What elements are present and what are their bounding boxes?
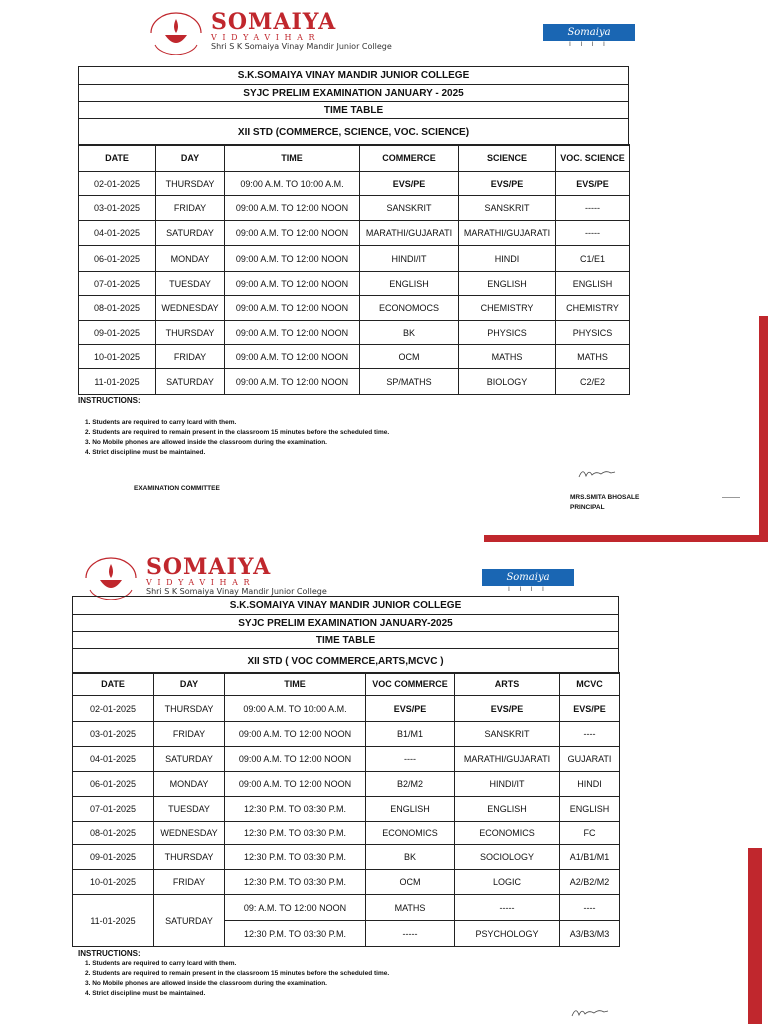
somaiya-emblem-icon xyxy=(145,11,207,55)
instructions-list xyxy=(85,959,389,999)
table-cell: 09:00 A.M. TO 12:00 NOON xyxy=(225,221,360,246)
table-cell: 09:00 A.M. TO 12:00 NOON xyxy=(225,196,360,221)
table-cell: MATHS xyxy=(459,345,556,369)
table-row xyxy=(73,696,620,722)
table-cell: A1/B1/M1 xyxy=(560,845,620,870)
table-cell: A3/B3/M3 xyxy=(560,921,620,947)
instruction-item: 3. No Mobile phones are allowed inside the classroom during the examination. xyxy=(85,980,327,987)
table-cell: B2/M2 xyxy=(366,772,455,797)
instructions-list xyxy=(85,418,389,458)
table-cell: CHEMISTRY xyxy=(459,296,556,321)
table-row xyxy=(73,845,620,870)
table-cell: FC xyxy=(560,822,620,845)
instruction-item: 4. Strict discipline must be maintained. xyxy=(85,990,206,997)
table-cell: ECONOMICS xyxy=(455,822,560,845)
table-cell: TUESDAY xyxy=(156,272,225,296)
table-cell: C1/E1 xyxy=(556,246,630,272)
table-cell: 12:30 P.M. TO 03:30 P.M. xyxy=(225,822,366,845)
table-cell: 10-01-2025 xyxy=(79,345,156,369)
table-row xyxy=(79,272,630,296)
table-cell: 12:30 P.M. TO 03:30 P.M. xyxy=(225,797,366,822)
table-row xyxy=(73,722,620,747)
table-cell: WEDNESDAY xyxy=(154,822,225,845)
table-cell: 09:00 A.M. TO 12:00 NOON xyxy=(225,296,360,321)
table-cell: MATHS xyxy=(556,345,630,369)
table-cell: SATURDAY xyxy=(154,747,225,772)
table-cell: 04-01-2025 xyxy=(73,747,154,772)
table-cell: 09:00 A.M. TO 12:00 NOON xyxy=(225,747,366,772)
table-row xyxy=(73,772,620,797)
col-header-mcvc: MCVC xyxy=(560,673,620,696)
table-cell: SANSKRIT xyxy=(459,196,556,221)
table-cell: EVS/PE xyxy=(455,696,560,722)
col-header-science: SCIENCE xyxy=(459,145,556,172)
college-line: Shri S K Somaiya Vinay Mandir Junior College xyxy=(211,42,392,51)
table-cell: 11-01-2025 xyxy=(79,369,156,395)
somaiya-emblem-icon xyxy=(80,556,142,600)
table-cell: SP/MATHS xyxy=(360,369,459,395)
table-row xyxy=(73,895,620,921)
table-cell: 08-01-2025 xyxy=(73,822,154,845)
table-cell: OCM xyxy=(360,345,459,369)
instruction-item: 2. Students are required to remain present in the classroom 15 minutes before the scheduled time. xyxy=(85,429,390,436)
instruction-item: 2. Students are required to remain present in the classroom 15 minutes before the scheduled time. xyxy=(85,970,390,977)
table-cell: 04-01-2025 xyxy=(79,221,156,246)
table-cell: 10-01-2025 xyxy=(73,870,154,895)
red-side-bar xyxy=(748,848,762,1024)
table-cell: THURSDAY xyxy=(154,696,225,722)
col-header-time: TIME xyxy=(225,673,366,696)
college-title: S.K.SOMAIYA VINAY MANDIR JUNIOR COLLEGE xyxy=(79,67,628,85)
table-cell: SATURDAY xyxy=(156,221,225,246)
table-cell: 08-01-2025 xyxy=(79,296,156,321)
col-header-day: DAY xyxy=(156,145,225,172)
somaiya-logo xyxy=(145,11,392,55)
timetable-heading: TIME TABLE xyxy=(79,102,628,119)
table-cell: ----- xyxy=(556,221,630,246)
table-cell: ENGLISH xyxy=(360,272,459,296)
somaiya-logo xyxy=(80,556,327,600)
table-cell: ENGLISH xyxy=(560,797,620,822)
principal-signature-icon xyxy=(577,465,617,481)
table-cell: 09-01-2025 xyxy=(73,845,154,870)
table-row xyxy=(79,246,630,272)
table-cell: BK xyxy=(366,845,455,870)
timetable-heading: TIME TABLE xyxy=(73,632,618,649)
table-cell: SANSKRIT xyxy=(455,722,560,747)
red-bottom-line xyxy=(484,535,768,542)
timetable-table-1 xyxy=(78,144,630,395)
table-cell: THURSDAY xyxy=(154,845,225,870)
table-cell: SANSKRIT xyxy=(360,196,459,221)
title-box xyxy=(78,66,629,146)
table-cell: 09-01-2025 xyxy=(79,321,156,345)
red-side-bar xyxy=(759,316,768,542)
brand-name: SOMAIYA xyxy=(211,9,337,35)
table-cell: HINDI/IT xyxy=(360,246,459,272)
table-cell-day: SATURDAY xyxy=(154,895,225,947)
table-row xyxy=(79,321,630,345)
table-row xyxy=(79,369,630,395)
table-cell: EVS/PE xyxy=(459,172,556,196)
table-row xyxy=(73,822,620,845)
table-cell: 09:00 A.M. TO 12:00 NOON xyxy=(225,272,360,296)
table-cell: CHEMISTRY xyxy=(556,296,630,321)
table-cell: HINDI xyxy=(459,246,556,272)
instruction-item: 3. No Mobile phones are allowed inside the classroom during the examination. xyxy=(85,439,327,446)
badge-marks: I I I I xyxy=(482,586,574,595)
table-cell: FRIDAY xyxy=(154,870,225,895)
table-cell: EVS/PE xyxy=(556,172,630,196)
instruction-item: 1. Students are required to carry Icard with them. xyxy=(85,419,237,426)
table-cell: 09: A.M. TO 12:00 NOON xyxy=(225,895,366,921)
instructions-heading: INSTRUCTIONS: xyxy=(78,949,141,958)
principal-title: PRINCIPAL xyxy=(570,504,605,511)
table-cell: 07-01-2025 xyxy=(73,797,154,822)
table-cell: 02-01-2025 xyxy=(73,696,154,722)
table-cell: EVS/PE xyxy=(360,172,459,196)
table-cell: PSYCHOLOGY xyxy=(455,921,560,947)
exam-title: SYJC PRELIM EXAMINATION JANUARY-2025 xyxy=(73,615,618,632)
table-cell: ECONOMICS xyxy=(366,822,455,845)
table-cell: 12:30 P.M. TO 03:30 P.M. xyxy=(225,870,366,895)
table-cell: THURSDAY xyxy=(156,321,225,345)
table-cell: ENGLISH xyxy=(459,272,556,296)
table-cell: ----- xyxy=(556,196,630,221)
table-cell: ----- xyxy=(366,921,455,947)
table-cell: PHYSICS xyxy=(556,321,630,345)
table-cell: 09:00 A.M. TO 10:00 A.M. xyxy=(225,172,360,196)
table-cell: FRIDAY xyxy=(156,196,225,221)
timetable-page-2 xyxy=(0,548,768,1024)
std-heading: XII STD ( VOC COMMERCE,ARTS,MCVC ) xyxy=(247,655,444,667)
table-cell: ENGLISH xyxy=(556,272,630,296)
brand-name: SOMAIYA xyxy=(146,554,272,580)
table-cell: 09:00 A.M. TO 12:00 NOON xyxy=(225,772,366,797)
timetable-table-2 xyxy=(72,672,620,947)
table-cell: BK xyxy=(360,321,459,345)
table-cell: 02-01-2025 xyxy=(79,172,156,196)
table-cell: SOCIOLOGY xyxy=(455,845,560,870)
table-row xyxy=(79,196,630,221)
std-heading: XII STD (COMMERCE, SCIENCE, VOC. SCIENCE) xyxy=(237,126,470,138)
instruction-item: 1. Students are required to carry Icard with them. xyxy=(85,960,237,967)
table-cell: HINDI xyxy=(560,772,620,797)
badge-marks: I I I I xyxy=(543,41,635,50)
table-cell: 03-01-2025 xyxy=(73,722,154,747)
table-cell: MARATHI/GUJARATI xyxy=(459,221,556,246)
principal-signature-icon xyxy=(570,1004,610,1020)
table-cell: MARATHI/GUJARATI xyxy=(360,221,459,246)
table-cell: TUESDAY xyxy=(154,797,225,822)
table-cell: 09:00 A.M. TO 12:00 NOON xyxy=(225,722,366,747)
table-row xyxy=(73,797,620,822)
col-header-voc-science: VOC. SCIENCE xyxy=(556,145,630,172)
col-header-voc-commerce: VOC COMMERCE xyxy=(366,673,455,696)
table-row xyxy=(79,296,630,321)
table-cell: BIOLOGY xyxy=(459,369,556,395)
table-cell: LOGIC xyxy=(455,870,560,895)
table-cell: 12:30 P.M. TO 03:30 P.M. xyxy=(225,921,366,947)
table-cell: 09:00 A.M. TO 10:00 A.M. xyxy=(225,696,366,722)
table-cell: MONDAY xyxy=(156,246,225,272)
table-row xyxy=(79,221,630,246)
table-cell: MONDAY xyxy=(154,772,225,797)
table-cell: 09:00 A.M. TO 12:00 NOON xyxy=(225,369,360,395)
table-cell: ----- xyxy=(455,895,560,921)
table-cell: FRIDAY xyxy=(156,345,225,369)
table-cell: 07-01-2025 xyxy=(79,272,156,296)
table-cell: OCM xyxy=(366,870,455,895)
table-cell: ---- xyxy=(560,895,620,921)
col-header-date: DATE xyxy=(79,145,156,172)
table-cell: 09:00 A.M. TO 12:00 NOON xyxy=(225,345,360,369)
divider-dash xyxy=(722,497,740,498)
exam-title: SYJC PRELIM EXAMINATION JANUARY - 2025 xyxy=(79,85,628,102)
table-cell: A2/B2/M2 xyxy=(560,870,620,895)
table-cell: 06-01-2025 xyxy=(73,772,154,797)
col-header-time: TIME xyxy=(225,145,360,172)
table-header-row xyxy=(79,145,630,172)
table-cell: EVS/PE xyxy=(560,696,620,722)
table-cell: 09:00 A.M. TO 12:00 NOON xyxy=(225,246,360,272)
table-row xyxy=(79,172,630,196)
col-header-commerce: COMMERCE xyxy=(360,145,459,172)
table-cell-date: 11-01-2025 xyxy=(73,895,154,947)
brand-subtitle: VIDYAVIHAR xyxy=(146,578,256,587)
table-row xyxy=(79,345,630,369)
table-cell: 03-01-2025 xyxy=(79,196,156,221)
table-cell: PHYSICS xyxy=(459,321,556,345)
table-cell: B1/M1 xyxy=(366,722,455,747)
instruction-item: 4. Strict discipline must be maintained. xyxy=(85,449,206,456)
col-header-date: DATE xyxy=(73,673,154,696)
table-cell: ---- xyxy=(366,747,455,772)
table-cell: MATHS xyxy=(366,895,455,921)
table-cell: SATURDAY xyxy=(156,369,225,395)
col-header-arts: ARTS xyxy=(455,673,560,696)
principal-block xyxy=(570,493,639,513)
table-header-row xyxy=(73,673,620,696)
table-cell: ENGLISH xyxy=(366,797,455,822)
brand-subtitle: VIDYAVIHAR xyxy=(211,33,321,42)
instructions-heading: INSTRUCTIONS: xyxy=(78,396,141,405)
table-cell: MARATHI/GUJARATI xyxy=(455,747,560,772)
table-cell: ---- xyxy=(560,722,620,747)
table-cell: WEDNESDAY xyxy=(156,296,225,321)
table-cell: HINDI/IT xyxy=(455,772,560,797)
badge-text: Somaiya xyxy=(543,24,635,41)
table-cell: ENGLISH xyxy=(455,797,560,822)
somaiya-badge-logo xyxy=(482,569,574,595)
col-header-day: DAY xyxy=(154,673,225,696)
principal-name: MRS.SMITA BHOSALE xyxy=(570,494,640,501)
college-line: Shri S K Somaiya Vinay Mandir Junior College xyxy=(146,587,327,596)
table-row xyxy=(73,870,620,895)
college-title: S.K.SOMAIYA VINAY MANDIR JUNIOR COLLEGE xyxy=(73,597,618,615)
badge-text: Somaiya xyxy=(482,569,574,586)
table-cell: ECONOMOCS xyxy=(360,296,459,321)
examination-committee: EXAMINATION COMMITTEE xyxy=(134,485,220,492)
table-cell: 12:30 P.M. TO 03:30 P.M. xyxy=(225,845,366,870)
table-cell: FRIDAY xyxy=(154,722,225,747)
table-cell: 06-01-2025 xyxy=(79,246,156,272)
table-cell: 09:00 A.M. TO 12:00 NOON xyxy=(225,321,360,345)
table-cell: C2/E2 xyxy=(556,369,630,395)
table-cell: EVS/PE xyxy=(366,696,455,722)
somaiya-badge-logo xyxy=(543,24,635,50)
table-cell: THURSDAY xyxy=(156,172,225,196)
title-box xyxy=(72,596,619,674)
table-cell: GUJARATI xyxy=(560,747,620,772)
table-row xyxy=(73,747,620,772)
